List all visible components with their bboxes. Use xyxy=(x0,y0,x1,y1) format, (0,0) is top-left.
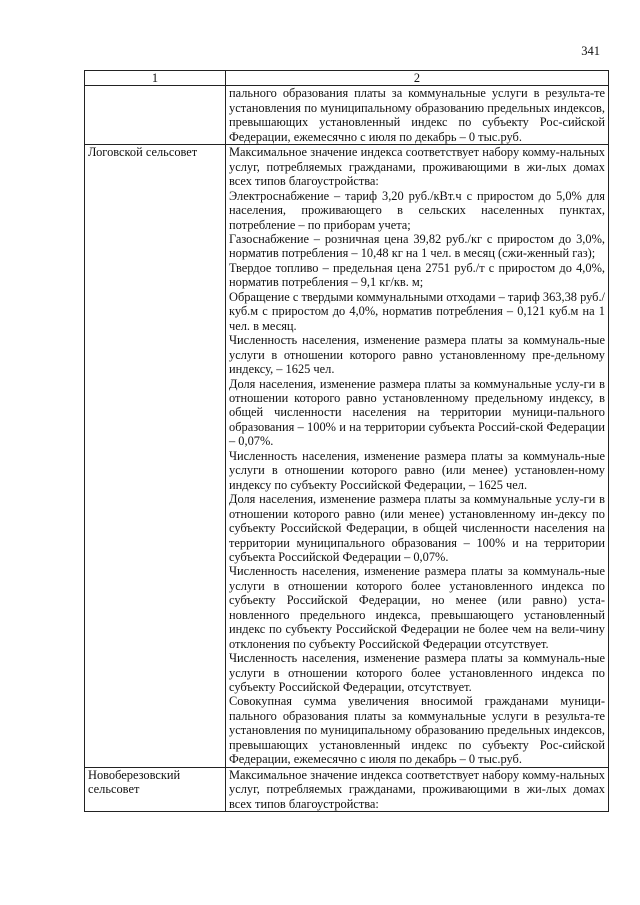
paragraph: Численность населения, изменение размера платы за коммуналь-ные услуги в отношении которого равно (или менее) установлен-ному индексу по субъекту Российской Федерации, – 1625 чел. xyxy=(229,448,605,492)
table-row xyxy=(85,86,609,145)
table-row xyxy=(85,145,609,767)
row-description xyxy=(226,145,609,767)
row-description xyxy=(226,86,609,145)
paragraph: Численность населения, изменение размера платы за коммуналь-ные услуги в отношении которого более установленного индекса по субъекту Российской Федерации, отсутствует. xyxy=(229,651,605,695)
paragraph: Электроснабжение – тариф 3,20 руб./кВт.ч с приростом до 5,0% для населения, проживающего в сельских населенных пунктах, потребление – по приборам учета; xyxy=(229,188,605,232)
paragraph: Доля населения, изменение размера платы за коммунальные услу-ги в отношении которого равно установленному предельному индексу, в общей численности населения на территории муници-пального образования – 100% и на территории субъекта Россий-ской Федерации – 0,07%. xyxy=(229,376,605,449)
paragraph: Доля населения, изменение размера платы за коммунальные услу-ги в отношении которого равно (или менее) установленному ин-дексу по субъекту Российской Федерации, в общей численности населения на территории муниципального образования – 100% и на территории субъекта Российской Федерации – 0,07%. xyxy=(229,492,605,564)
column-header: 1 xyxy=(85,71,226,86)
paragraph: Максимальное значение индекса соответствует набору комму-нальных услуг, потребляемых гражданами, проживающими в жи-лых домах всех типов благоустройства: xyxy=(229,145,605,189)
paragraph: Максимальное значение индекса соответствует набору комму-нальных услуг, потребляемых гражданами, проживающими в жи-лых домах всех типов благоустройства: xyxy=(229,767,605,811)
paragraph: пального образования платы за коммунальные услуги в результа-те установления по муниципальному образованию предельных индексов, превышающих установленный индекс по субъекту Рос-сийской Федерации, ежемесячно с июля по декабрь – 0 тыс.руб. xyxy=(229,86,605,144)
municipality-name: Новоберезовский сельсовет xyxy=(85,767,226,811)
column-header: 2 xyxy=(226,71,609,86)
data-table xyxy=(84,70,609,812)
table-header-row xyxy=(85,71,609,86)
paragraph: Совокупная сумма увеличения вносимой гражданами муници-пального образования платы за коммунальные услуги в результа-те установления по муниципальному образованию предельных индексов, превышающих установленный индекс по субъекту Рос-сийской Федерации, ежемесячно с июля по декабрь – 0 тыс.руб. xyxy=(229,694,605,767)
row-description xyxy=(226,767,609,811)
page-number: 341 xyxy=(581,44,600,58)
paragraph: Численность населения, изменение размера платы за коммуналь-ные услуги в отношении которого более установленного индекса по субъекту Российской Федерации, но менее (или равно) уста-новленного предельного индекса, превышающего установленный индекс по субъекту Российской Федерации не более чем на вели-чину отклонения по субъекту Российской Федерации отсутствует. xyxy=(229,564,605,651)
municipality-name: Логовской сельсовет xyxy=(85,145,226,767)
table-row xyxy=(85,767,609,811)
paragraph: Газоснабжение – розничная цена 39,82 руб./кг с приростом до 3,0%, норматив потребления – 10,48 кг на 1 чел. в месяц (сжи-женный газ); xyxy=(229,231,605,261)
municipality-name xyxy=(85,86,226,145)
paragraph: Твердое топливо – предельная цена 2751 руб./т с приростом до 4,0%, норматив потребления – 9,1 кг/кв. м; xyxy=(229,260,605,290)
paragraph: Обращение с твердыми коммунальными отходами – тариф 363,38 руб./куб.м с приростом до 4,0%, норматив потребления – 0,121 куб.м на 1 чел. в месяц. xyxy=(229,289,605,333)
paragraph: Численность населения, изменение размера платы за коммуналь-ные услуги в отношении которого равно установленному пре-дельному индексу, – 1625 чел. xyxy=(229,333,605,377)
